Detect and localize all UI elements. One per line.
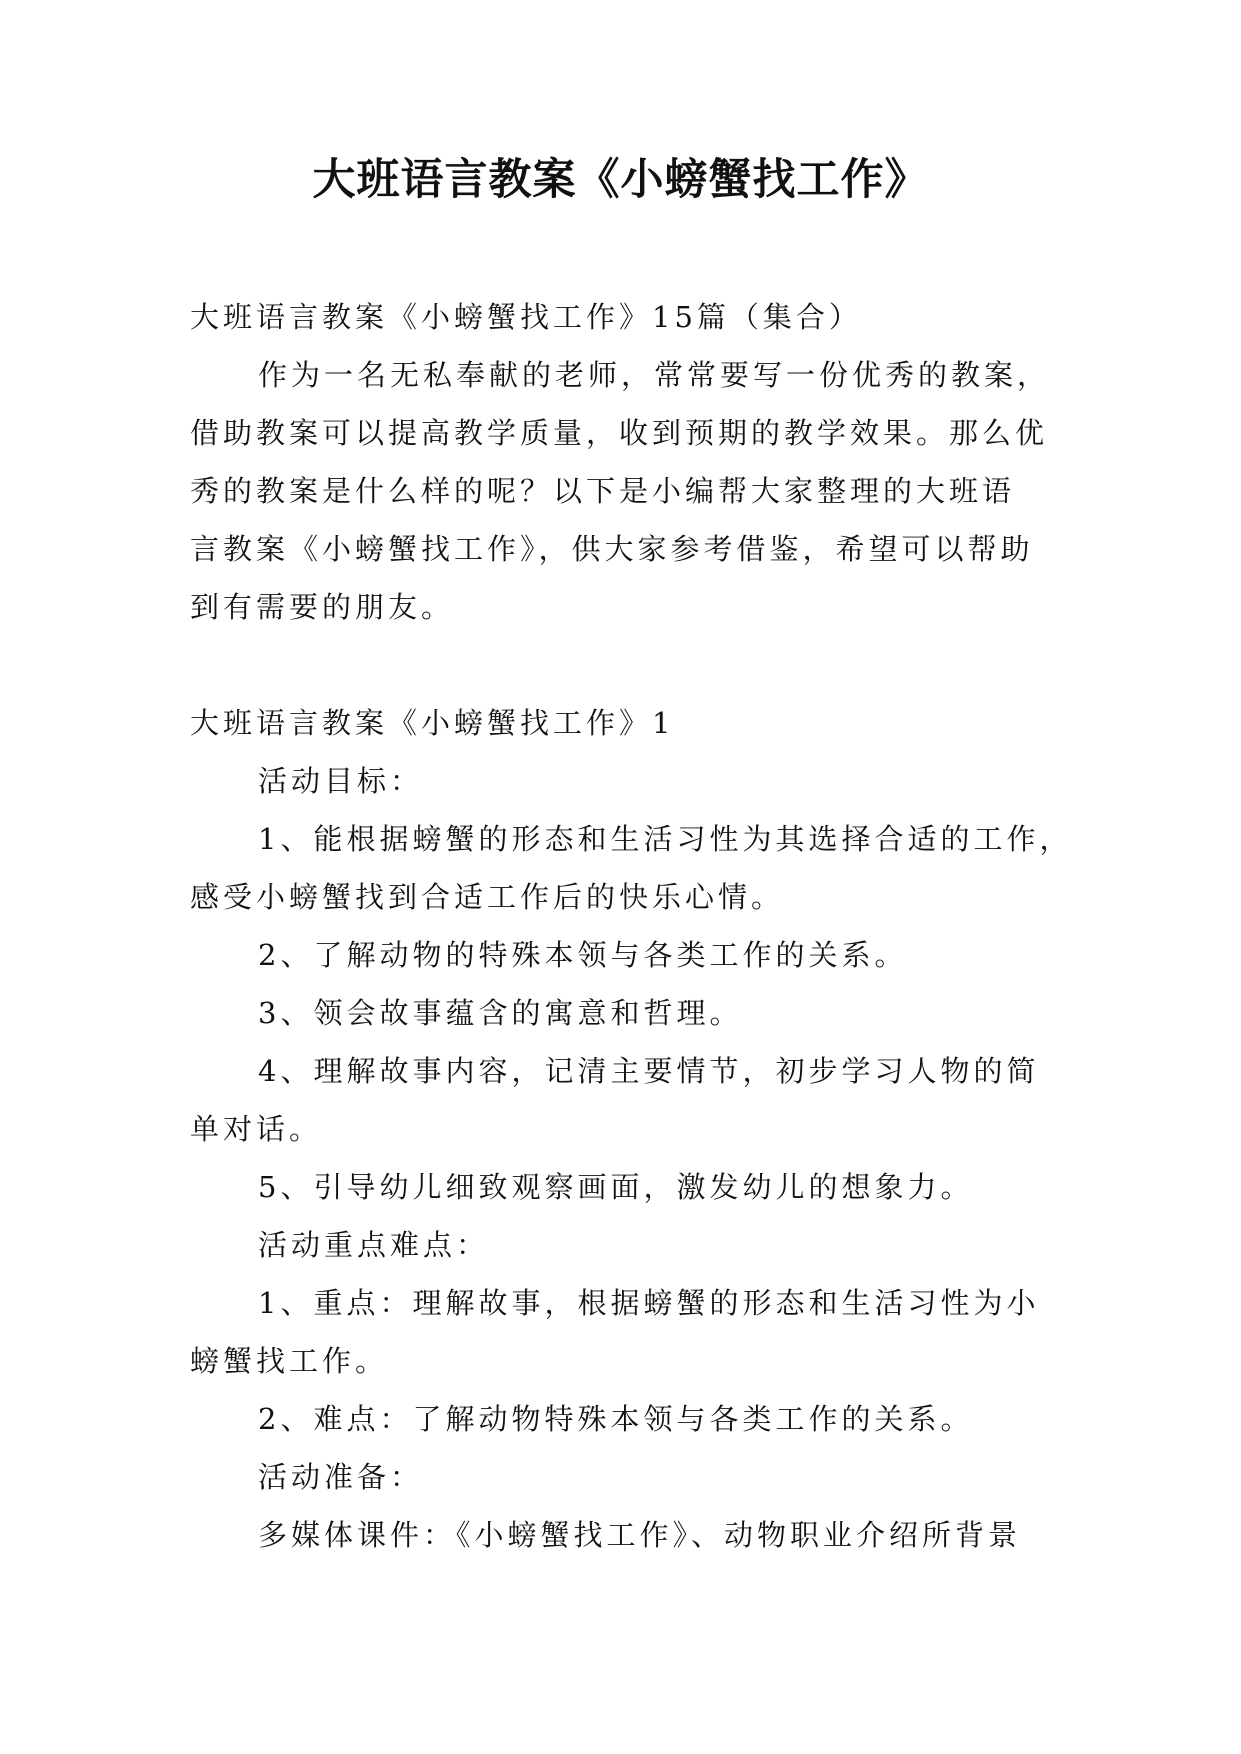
- preparation-heading: 活动准备：: [258, 1460, 424, 1494]
- activity-goals-heading: 活动目标：: [258, 764, 424, 798]
- goal-item-line: 4、理解故事内容，记清主要情节，初步学习人物的简: [258, 1054, 1040, 1088]
- key-point-line: 1、重点：理解故事，根据螃蟹的形态和生活习性为小: [258, 1286, 1040, 1320]
- goal-item-line: 3、领会故事蕴含的寓意和哲理。: [258, 996, 743, 1030]
- key-points-heading: 活动重点难点：: [258, 1228, 490, 1262]
- document-title: 大班语言教案《小螃蟹找工作》: [312, 155, 929, 205]
- goal-item-line: 5、引导幼儿细致观察画面，激发幼儿的想象力。: [258, 1170, 974, 1204]
- intro-paragraph-line: 作为一名无私奉献的老师，常常要写一份优秀的教案，: [258, 358, 1051, 392]
- goal-item-line: 单对话。: [190, 1112, 323, 1146]
- goal-item-line: 感受小螃蟹找到合适工作后的快乐心情。: [190, 880, 785, 914]
- intro-paragraph-line: 秀的教案是什么样的呢？以下是小编帮大家整理的大班语: [190, 474, 1016, 508]
- section-heading: 大班语言教案《小螃蟹找工作》1: [190, 706, 675, 740]
- intro-paragraph-line: 到有需要的朋友。: [190, 590, 455, 624]
- goal-item-line: 1、能根据螃蟹的形态和生活习性为其选择合适的工作，: [258, 822, 1073, 856]
- preparation-line: 多媒体课件：《小螃蟹找工作》、动物职业介绍所背景: [258, 1518, 1022, 1552]
- document-body: [190, 288, 1073, 1564]
- intro-paragraph-line: 借助教案可以提高教学质量，收到预期的教学效果。那么优: [190, 416, 1049, 450]
- paragraph-gap: [190, 636, 1070, 694]
- goal-item-line: 2、了解动物的特殊本领与各类工作的关系。: [258, 938, 908, 972]
- subtitle-line: 大班语言教案《小螃蟹找工作》15篇（集合）: [190, 300, 862, 334]
- key-point-line: 螃蟹找工作。: [190, 1344, 389, 1378]
- key-point-line: 2、难点：了解动物特殊本领与各类工作的关系。: [258, 1402, 974, 1436]
- intro-paragraph-line: 言教案《小螃蟹找工作》，供大家参考借鉴，希望可以帮助: [190, 532, 1034, 566]
